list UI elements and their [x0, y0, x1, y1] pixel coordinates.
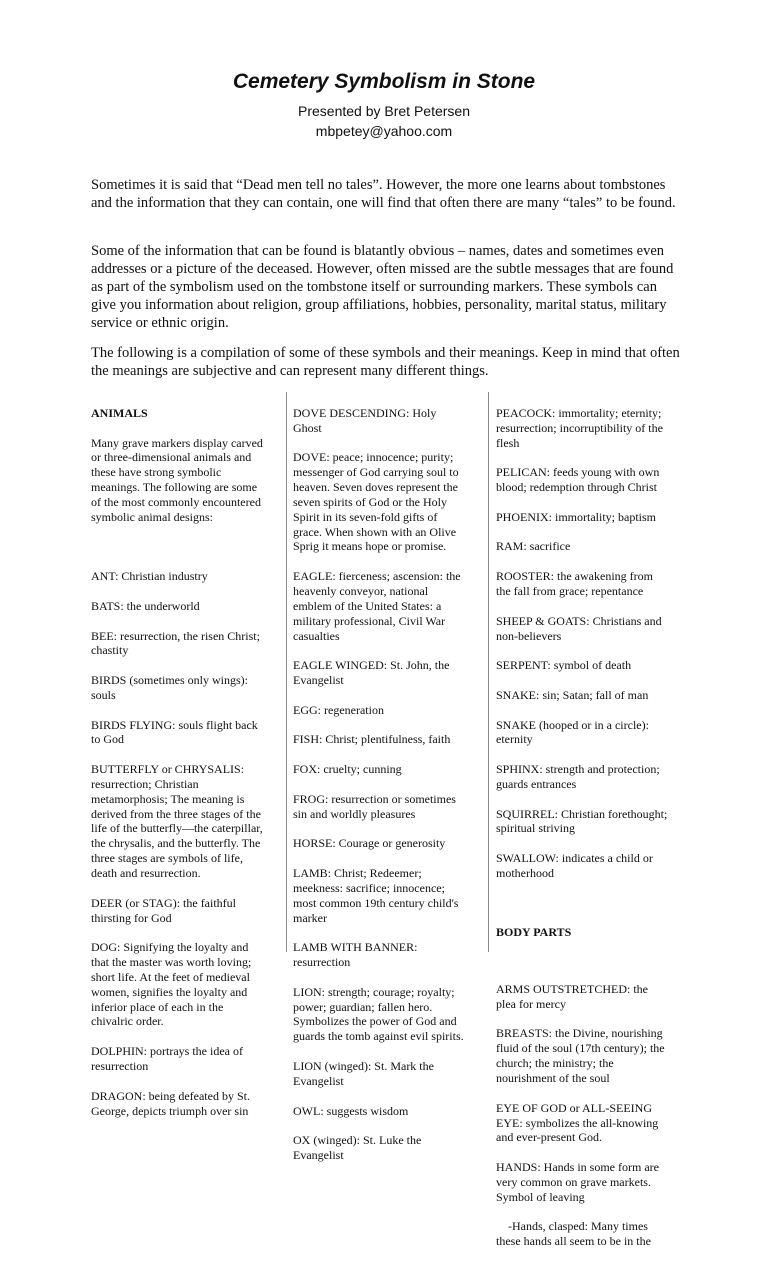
symbol-entry: -Hands, clasped: Many times these hands all seem to be in the — [496, 1219, 651, 1249]
symbol-entry: SERPENT: symbol of death — [496, 658, 632, 673]
symbol-entry: BATS: the underworld — [91, 598, 200, 613]
spacer — [496, 896, 681, 911]
symbol-entry: EAGLE: fierceness; ascension: the heavenly conveyor, national emblem of the United States: a military professional, Civil War casualties — [293, 569, 461, 643]
symbol-entry: DRAGON: being defeated by St. George, depicts triumph over sin — [91, 1088, 250, 1118]
symbol-entry: OX (winged): St. Luke the Evangelist — [293, 1133, 422, 1163]
symbol-entry: DOLPHIN: portrays the idea of resurrection — [91, 1044, 243, 1073]
symbol-entry: HANDS: Hands in some form are very common on grave markets. Symbol of leaving — [496, 1160, 659, 1204]
symbol-entry: DOG: Signifying the loyalty and that the master was worth loving; short life. At the feet of medieval women, signifies the loyalty and inferior place of each in the chivalric order. — [91, 940, 252, 1029]
symbol-entry: PELICAN: feeds young with own blood; redemption through Christ — [496, 465, 660, 495]
symbol-entry: FROG: resurrection or sometimes sin and worldly pleasures — [293, 791, 456, 821]
symbol-entry: SQUIRREL: Christian forethought; spiritual striving — [496, 806, 668, 836]
symbol-entry: LION (winged): St. Mark the Evangelist — [293, 1058, 434, 1088]
symbol-entry: LAMB: Christ; Redeemer; meekness: sacrifice; innocence; most common 19th century child's marker — [293, 866, 459, 925]
intro-paragraph-3: The following is a compilation of some of these symbols and their meanings. Keep in mind that often the meanings are subjective and can represent many different things. — [91, 345, 680, 379]
symbol-entry: RAM: sacrifice — [496, 539, 571, 554]
section-heading-body-parts: BODY PARTS — [496, 925, 572, 940]
document-title: Cemetery Symbolism in Stone — [232, 70, 536, 93]
symbol-entry: SWALLOW: indicates a child or motherhood — [496, 851, 653, 880]
column-animals-body-parts — [496, 391, 681, 1264]
section-heading-animals: ANIMALS — [91, 405, 148, 420]
symbol-entry: SHEEP & GOATS: Christians and non-believers — [496, 613, 662, 643]
symbol-entry: BIRDS FLYING: souls flight back to God — [91, 717, 258, 747]
symbol-entry: DOVE: peace; innocence; purity; messenger of God carrying soul to heaven. Seven doves represent the seven spirits of God or the Holy Spirit in its seven-fold gifts of grace. When shown with an Olive Sprig it means hope or promise. — [293, 450, 459, 554]
symbol-entry: LION: strength; courage; royalty; power; guardian; fallen hero. Symbolizes the power of God and guards the tomb against evil spirits. — [293, 984, 464, 1044]
column-divider-2 — [488, 392, 489, 952]
symbol-entry: SPHINX: strength and protection; guards entrances — [496, 762, 660, 791]
spacer — [496, 955, 681, 967]
animals-intro: Many grave markers display carved or three-dimensional animals and these have strong symbolic meanings. The following are some of the most commonly encountered symbolic animal designs: — [91, 435, 263, 524]
symbol-entry: DEER (or STAG): the faithful thirsting for God — [91, 895, 237, 925]
column-divider-1 — [286, 392, 287, 952]
symbol-entry: DOVE DESCENDING: Holy Ghost — [293, 405, 437, 435]
symbol-entry: HORSE: Courage or generosity — [293, 836, 446, 851]
symbol-entry: ANT: Christian industry — [91, 569, 208, 584]
symbol-entry: SNAKE (hooped or in a circle): eternity — [496, 717, 649, 747]
symbol-entry: OWL: suggests wisdom — [293, 1103, 409, 1118]
symbol-entry: BUTTERFLY or CHRYSALIS: resurrection; Christian metamorphosis; The meaning is derived from the three stages of the life of the butterfly—the caterpillar, the chrysalis, and the butterfly. The three stages are symbols of life, death and resurrection. — [91, 762, 263, 880]
symbol-entry: SNAKE: sin; Satan; fall of man — [496, 687, 649, 702]
symbol-entry: PHOENIX: immortality; baptism — [496, 509, 656, 524]
intro-paragraph-2: Some of the information that can be found is blatantly obvious – names, dates and sometimes even addresses or a picture of the deceased. However, often missed are the subtle messages that are found as part of the symbolism used on the tombstone itself or surrounding markers. These symbols can give you information about religion, group affiliations, hobbies, personality, marital status, military service or ethnic origin. — [91, 243, 674, 331]
symbol-entry: EAGLE WINGED: St. John, the Evangelist — [293, 658, 450, 688]
symbol-entry: ARMS OUTSTRETCHED: the plea for mercy — [496, 981, 649, 1011]
symbol-entry: FOX: cruelty; cunning — [293, 762, 402, 777]
spacer — [91, 539, 276, 554]
symbol-entry: BIRDS (sometimes only wings): souls — [91, 673, 249, 702]
symbol-entry: BEE: resurrection, the risen Christ; chastity — [91, 628, 260, 658]
symbol-entry: FISH: Christ; plentifulness, faith — [293, 732, 451, 747]
presenter-email: mbpetey@yahoo.com — [315, 123, 453, 139]
column-animals-continued — [293, 391, 478, 1178]
symbol-entry: BREASTS: the Divine, nourishing fluid of the soul (17th century); the church; the ministry; the nourishment of the soul — [496, 1026, 665, 1085]
column-animals — [91, 391, 276, 1133]
symbol-entry: ROOSTER: the awakening from the fall from grace; repentance — [496, 569, 653, 598]
intro-paragraph-1: Sometimes it is said that “Dead men tell no tales”. However, the more one learns about tombstones and the information that they can contain, one will find that often there are many “tales” to be found. — [91, 177, 676, 211]
symbol-entry: EGG: regeneration — [293, 702, 384, 717]
symbol-entry: PEACOCK: immortality; eternity; resurrection; incorruptibility of the flesh — [496, 405, 663, 450]
presenter-line: Presented by Bret Petersen — [298, 103, 470, 119]
symbol-entry: LAMB WITH BANNER: resurrection — [293, 940, 418, 970]
symbol-entry: EYE OF GOD or ALL-SEEING EYE: symbolizes the all-knowing and ever-present God. — [496, 1100, 659, 1145]
